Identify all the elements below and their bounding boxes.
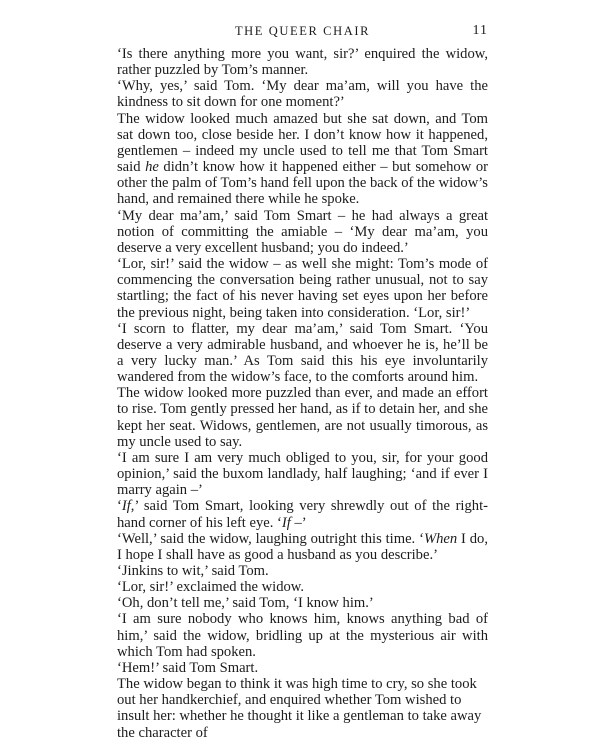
paragraph: ‘Why, yes,’ said Tom. ‘My dear ma’am, will you have the kindness to sit down for one moment?’ [117,78,488,111]
paragraph: ‘Well,’ said the widow, laughing outright this time. ‘When I do, I hope I shall have as good a husband as you describe.’ [117,530,488,563]
running-title: THE QUEER CHAIR [234,24,371,38]
page-number: 11 [472,23,488,38]
paragraph: ‘Lor, sir!’ said the widow – as well she might: Tom’s mode of commencing the conversation being rather unusual, not to say startling; the fact of his never having set eyes upon her before the previous night, being taken into consideration. ‘Lor, sir!’ [117,256,488,321]
paragraph: ‘My dear ma’am,’ said Tom Smart – he had always a great notion of committing the amiable – ‘My dear ma’am, you deserve a very excellent husband; you do indeed.’ [117,207,488,256]
paragraph: ‘I am sure nobody who knows him, knows anything bad of him,’ said the widow, bridling up at the mysterious air with which Tom had spoken. [117,611,488,660]
page-header [117,24,488,42]
paragraph: ‘Oh, don’t tell me,’ said Tom, ‘I know him.’ [117,595,374,612]
paragraph: ‘I scorn to flatter, my dear ma’am,’ said Tom Smart. ‘You deserve a very admirable husband, and whoever he is, he’ll be a very lucky man.’ As Tom said this his eye involuntarily wandered from the widow’s face, to the comforts around him. [117,320,488,386]
paragraph: ‘Jinkins to wit,’ said Tom. [117,563,269,579]
paragraph: ‘Hem!’ said Tom Smart. [117,659,259,676]
paragraph: The widow began to think it was high time to cry, so she took out her handkerchief, and enquired whether Tom wished to insult her: whether he thought it like a gentleman to take away the character of [117,676,482,741]
paragraph: ‘Lor, sir!’ exclaimed the widow. [117,579,305,596]
paragraph: ‘Is there anything more you want, sir?’ enquired the widow, rather puzzled by Tom’s manner. [117,46,488,79]
paragraph: The widow looked much amazed but she sat down, and Tom sat down too, close beside her. I don’t know how it happened, gentlemen – indeed my uncle used to tell me that Tom Smart said he didn’t know how it happened either – but somehow or other the palm of Tom’s hand fell upon the back of the widow’s hand, and remained there while he spoke. [117,110,488,208]
paragraph: The widow looked more puzzled than ever, and made an effort to rise. Tom gently pressed her hand, as if to detain her, and she kept her seat. Widows, gentlemen, are not usually timorous, as my uncle used to say. [117,385,488,450]
paragraph: ‘I am sure I am very much obliged to you, sir, for your good opinion,’ said the buxom landlady, half laughing; ‘and if ever I marry again –’ [117,449,488,499]
body-text [117,46,488,741]
paragraph: ‘If,’ said Tom Smart, looking very shrewdly out of the right-hand corner of his left eye. ‘If –’ [117,498,488,531]
